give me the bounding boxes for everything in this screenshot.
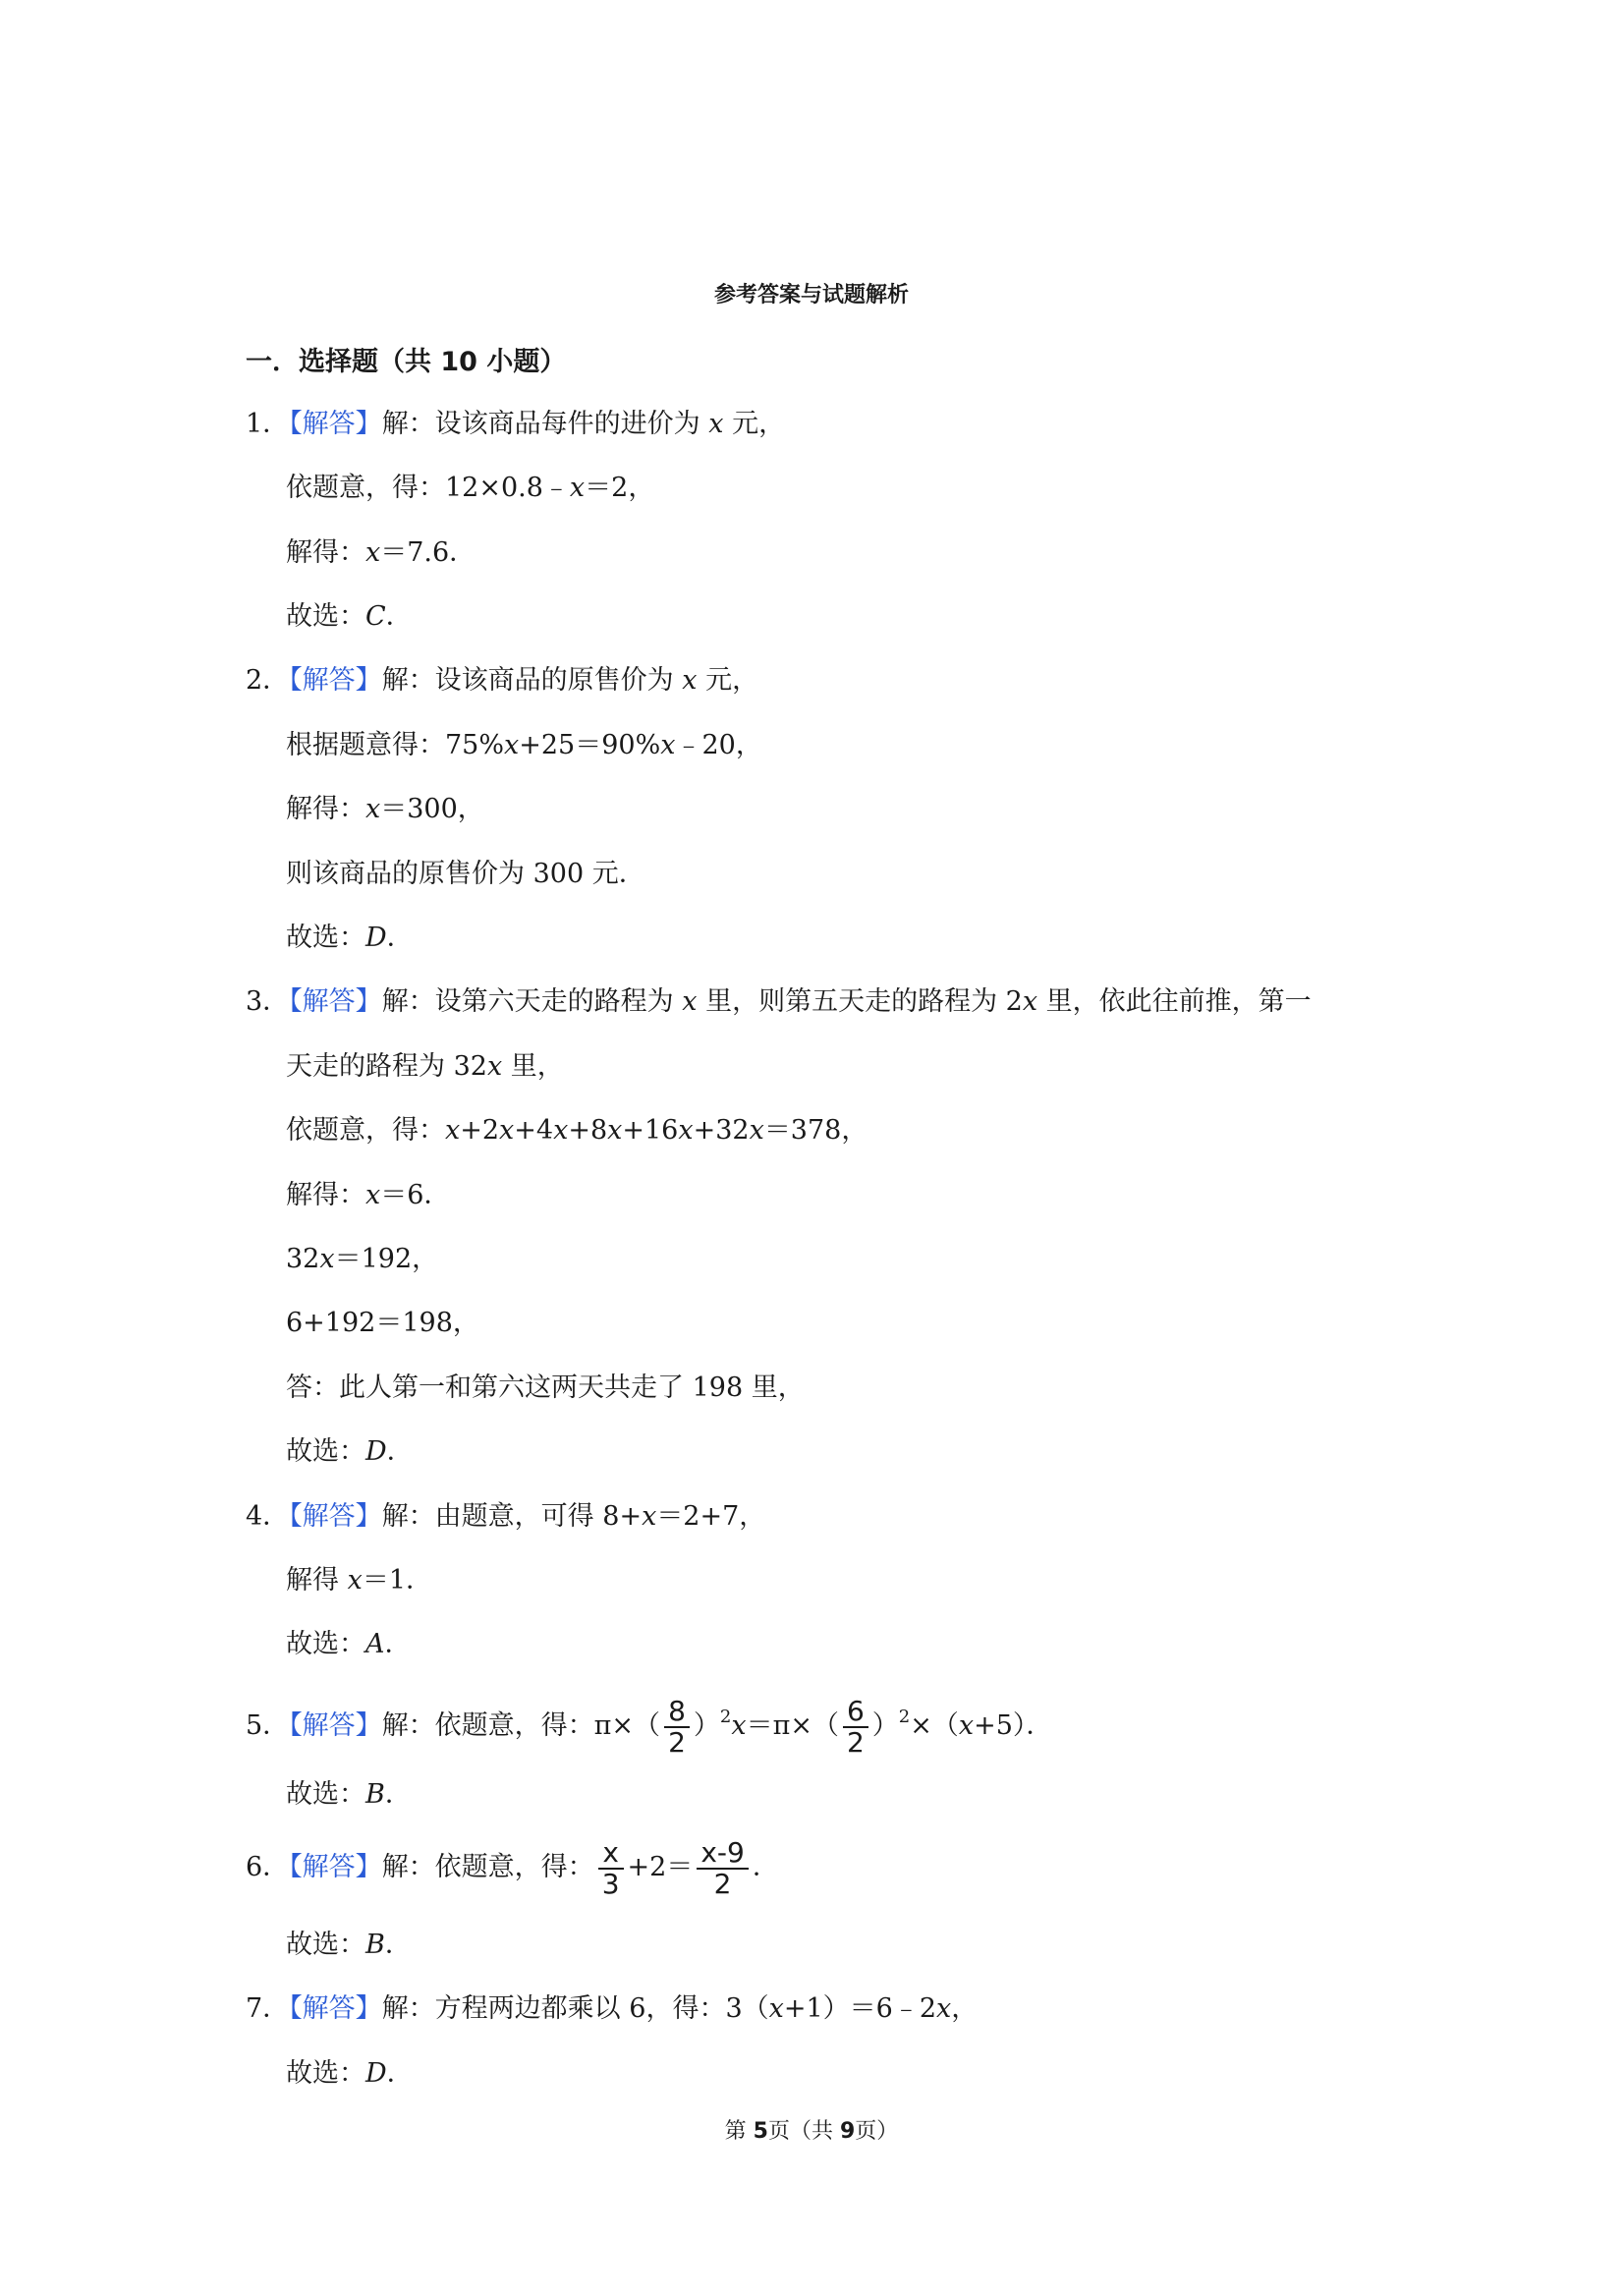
fraction: $\frac{8}{2}$	[664, 1697, 690, 1758]
q3-answer: 故选：D．	[286, 1436, 414, 1467]
q1-number: 1．	[246, 409, 290, 439]
page-footer: 第 5页（共 9页）	[724, 2119, 899, 2144]
q5-number: 5．	[246, 1710, 290, 1741]
q1-line-3: 解得：x＝7.6．	[286, 537, 476, 568]
q2-line-1: 2．【解答】解：设该商品的原售价为 x 元，	[246, 665, 759, 696]
q7-line-1: 7．【解答】解：方程两边都乘以 6，得：3（x+1）＝6﹣2x，	[246, 1993, 979, 2024]
q3-line-7: 答：此人第一和第六这两天共走了 198 里，	[286, 1372, 805, 1403]
page-number: 5	[753, 2119, 768, 2144]
q2-line-2: 根据题意得：75%x+25＝90%x﹣20，	[286, 730, 762, 760]
q2-line-4: 则该商品的原售价为 300 元．	[286, 859, 645, 889]
answer-tag: 【解答】	[289, 1710, 382, 1741]
q1-line-1: 1．【解答】解：设该商品每件的进价为 x 元，	[246, 409, 786, 439]
q5-answer: 故选：B．	[286, 1779, 412, 1810]
answer-tag: 【解答】	[289, 1501, 382, 1532]
q2-line-3: 解得：x＝300，	[286, 794, 484, 824]
q7-number: 7．	[246, 1993, 290, 2024]
q1-line-2: 依题意，得：12×0.8﹣x＝2，	[286, 473, 655, 503]
q3-line-3: 依题意，得：x+2x+4x+8x+16x+32x＝378，	[286, 1115, 868, 1146]
q1-answer: 故选：C．	[286, 601, 413, 632]
fraction: $\frac{6}{2}$	[843, 1697, 868, 1758]
answer-tag: 【解答】	[289, 665, 382, 696]
q4-number: 4．	[246, 1501, 290, 1532]
page-total: 9	[839, 2119, 856, 2144]
q4-line-2: 解得 x＝1．	[286, 1565, 433, 1596]
answer-tag: 【解答】	[289, 986, 382, 1017]
q6-line-1: 6．【解答】解：依题意，得： $\frac{x}{3}$ +2＝ $\frac{x-9}{2}$ ．	[246, 1835, 779, 1900]
page-title: 参考答案与试题解析	[713, 283, 909, 308]
answer-tag: 【解答】	[289, 409, 382, 439]
q3-line-4: 解得：x＝6．	[286, 1180, 451, 1210]
section-title: 一．选择题（共 10 小题）	[246, 347, 567, 377]
q6-answer: 故选：B．	[286, 1930, 412, 1960]
q7-answer: 故选：D．	[286, 2058, 414, 2089]
q4-line-1: 4．【解答】解：由题意，可得 8+x＝2+7，	[246, 1501, 766, 1532]
q2-answer: 故选：D．	[286, 923, 414, 953]
answer-tag: 【解答】	[289, 1852, 382, 1882]
q3-line-6: 6+192＝198，	[286, 1308, 479, 1338]
q2-number: 2．	[246, 665, 290, 696]
q5-line-1: 5．【解答】解：依题意，得：π×（ $\frac{8}{2}$ ）$^2$x＝π×（ $\frac{6}{2}$ ）$^2$×（x+5）．	[246, 1694, 1053, 1759]
fraction: $\frac{x}{3}$	[598, 1838, 624, 1899]
fraction: $\frac{x-9}{2}$	[697, 1838, 749, 1899]
q6-number: 6．	[246, 1852, 290, 1882]
q3-line-2: 天走的路程为 32x 里，	[286, 1051, 564, 1082]
answer-tag: 【解答】	[289, 1993, 382, 2024]
q3-number: 3．	[246, 986, 290, 1017]
q4-answer: 故选：A．	[286, 1629, 412, 1659]
q3-line-1: 3．【解答】解：设第六天走的路程为 x 里，则第五天走的路程为 2x 里，依此往前推，第一	[246, 986, 1312, 1017]
q3-line-5: 32x＝192，	[286, 1244, 439, 1274]
